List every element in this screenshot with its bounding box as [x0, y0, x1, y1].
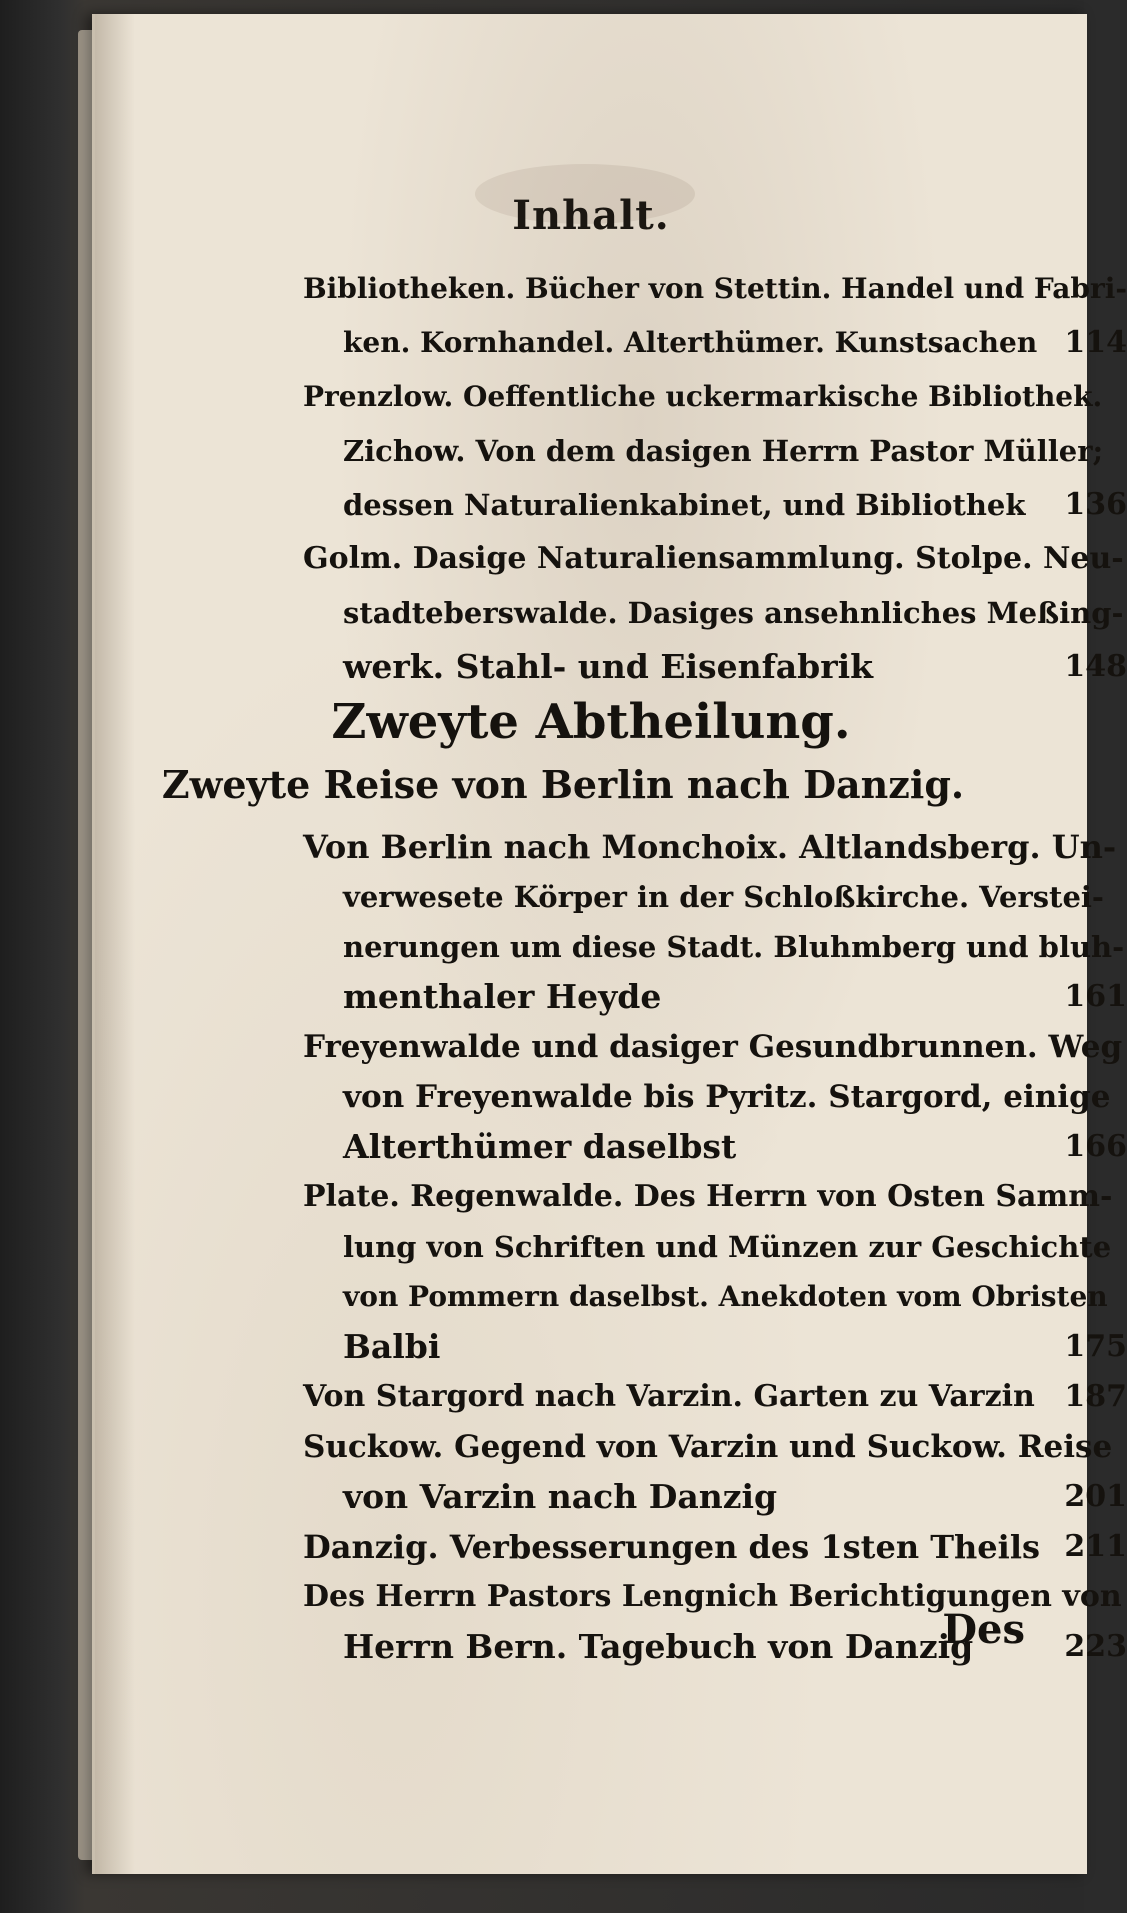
toc-line	[303, 822, 1127, 872]
toc-line	[343, 318, 1127, 368]
page-sheet	[92, 14, 1127, 1874]
toc-entry-text: von Pommern daselbst. Anekdoten vom Obristen	[343, 1280, 1108, 1313]
page-header: Inhalt.	[512, 192, 670, 239]
toc-line	[343, 642, 1127, 692]
toc-line	[343, 588, 1127, 638]
toc-line	[343, 426, 1127, 476]
toc-entry-text: menthaler Heyde	[343, 977, 662, 1016]
toc-entry-text: verwesete Körper in der Schloßkirche. Verstei-	[343, 880, 1104, 914]
toc-line	[303, 1172, 1127, 1222]
toc-line	[303, 1022, 1127, 1072]
toc-page-number: 187	[1064, 1379, 1127, 1414]
toc-entry-text: Von Stargord nach Varzin. Garten zu Varzin	[303, 1379, 1035, 1414]
toc-entry-text: dessen Naturalienkabinet, und Bibliothek	[343, 488, 1026, 522]
toc-line	[303, 264, 1127, 314]
toc-entry-text: Freyenwalde und dasiger Gesundbrunnen. Weg	[303, 1029, 1123, 1065]
toc-line	[303, 1422, 1127, 1472]
toc-line	[303, 534, 1127, 584]
toc-line	[303, 1522, 1127, 1572]
toc-line	[343, 1472, 1127, 1522]
toc-entry-text: ken. Kornhandel. Alterthümer. Kunstsachen	[343, 326, 1038, 359]
toc-entry-text: Balbi	[343, 1327, 441, 1366]
toc-entry-text: Plate. Regenwalde. Des Herrn von Osten Samm-	[303, 1179, 1113, 1214]
toc-page-number: 175	[1064, 1329, 1127, 1364]
toc-entry-text: lung von Schriften und Münzen zur Geschichte	[343, 1230, 1112, 1264]
toc-line	[343, 1122, 1127, 1172]
toc-entry-text: Bibliotheken. Bücher von Stettin. Handel und Fabri-	[303, 272, 1127, 305]
toc-entry-text: Golm. Dasige Naturaliensammlung. Stolpe. Neu-	[303, 541, 1124, 576]
toc-page-number: 223	[1064, 1629, 1127, 1664]
toc-page-number: 148	[1064, 649, 1127, 684]
section-title: Zweyte Abtheilung.	[331, 694, 851, 750]
toc-page-number: 201	[1064, 1479, 1127, 1514]
toc-page-number: 136	[1064, 487, 1127, 522]
catchword: Des	[942, 1606, 1025, 1653]
toc-line	[343, 1072, 1127, 1122]
toc-line	[343, 1222, 1127, 1272]
toc-entry-text: Zichow. Von dem dasigen Herrn Pastor Müller;	[343, 434, 1104, 468]
toc-entry-text: von Freyenwalde bis Pyritz. Stargord, einige	[343, 1079, 1111, 1115]
toc-entry-text: Von Berlin nach Monchoix. Altlandsberg. Un-	[303, 828, 1117, 866]
toc-page-number: 166	[1064, 1129, 1127, 1164]
toc-entry-text: stadteberswalde. Dasiges ansehnliches Meßing-	[343, 596, 1124, 630]
toc-page-number: 161	[1064, 979, 1127, 1014]
toc-page-number: 211	[1064, 1529, 1127, 1564]
toc-line	[343, 1322, 1127, 1372]
section-subtitle: Zweyte Reise von Berlin nach Danzig.	[161, 762, 965, 807]
toc-line	[303, 372, 1127, 422]
toc-line	[343, 972, 1127, 1022]
toc-line	[343, 1272, 1127, 1322]
toc-line	[343, 480, 1127, 530]
toc-entry-text: Alterthümer daselbst	[343, 1127, 737, 1166]
toc-entry-text: Des Herrn Pastors Lengnich Berichtigungen von	[303, 1579, 1122, 1614]
toc-page-number: 114	[1064, 325, 1127, 360]
toc-entry-text: werk. Stahl- und Eisenfabrik	[343, 647, 874, 686]
toc-entry-text: Danzig. Verbesserungen des 1sten Theils	[303, 1528, 1040, 1566]
toc-line	[303, 1372, 1127, 1422]
toc-entry-text: von Varzin nach Danzig	[343, 1477, 778, 1516]
toc-line	[343, 872, 1127, 922]
toc-line	[343, 922, 1127, 972]
toc-entry-text: Herrn Bern. Tagebuch von Danzig	[343, 1627, 974, 1666]
toc-entry-text: Prenzlow. Oeffentliche uckermarkische Bibliothek.	[303, 380, 1103, 413]
toc-entry-text: Suckow. Gegend von Varzin und Suckow. Reise	[303, 1429, 1113, 1465]
toc-entry-text: nerungen um diese Stadt. Bluhmberg und bluh-	[343, 930, 1125, 964]
